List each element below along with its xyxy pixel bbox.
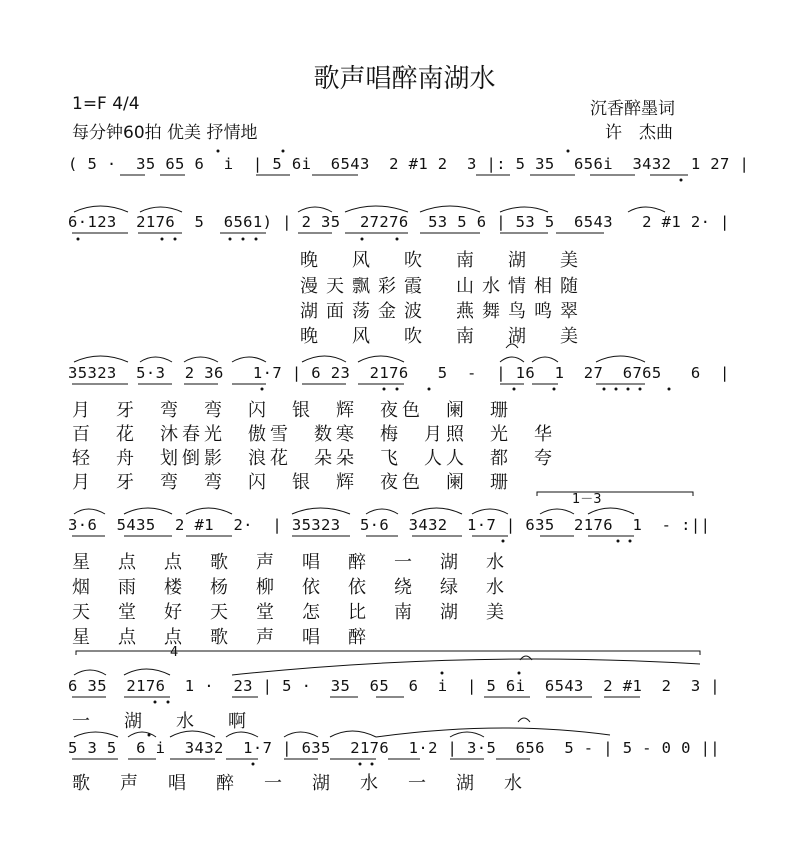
song-title: 歌声唱醉南湖水 [313,64,496,94]
lyric-verse-3: 轻 舟 划倒影 浪花 朵朵 飞 人人 都 夸 [72,448,556,469]
volta-1-3-label: 1－3 [572,492,602,507]
lyric-verse-2: 百 花 沐春光 傲雪 数寒 梅 月照 光 华 [72,424,556,445]
octave-dots [77,150,683,766]
slur-marks [74,206,700,737]
lyric-verse-1: 晚 风 吹 南 湖 美 [300,250,586,271]
notation-line-3: 35323 5·3 2 36 1·7 | 6 23 2176 5 - | 16 1 27 6765 6 | [68,364,730,382]
lyric-verse-2: 漫天飘彩霞 山水情相随 [300,276,586,297]
lyric-verse-4: 月 牙 弯 弯 闪 银 辉 夜色 阑 珊 [72,472,512,493]
lyric-verse-1: 星 点 点 歌 声 唱 醉 一 湖 水 [72,552,509,573]
lyric-verse-3: 湖面荡金波 燕舞鸟鸣翠 [300,301,586,322]
lyric-line-6: 歌 声 唱 醉 一 湖 水 一 湖 水 [72,773,528,794]
lyric-verse-4: 星 点 点 歌 声 唱 醉 [72,627,371,648]
lyricist-credit: 沉香醉墨词 [590,99,675,119]
lyric-verse-3: 天 堂 好 天 堂 怎 比 南 湖 美 [72,602,509,623]
tempo-mood: 每分钟60拍 优美 抒情地 [72,123,258,143]
fermata-icons [506,344,532,722]
key-time-signature: 1=F 4/4 [72,94,140,114]
volta-brackets [76,492,700,655]
notation-line-1: ( 5 · 35 65 6 i | 5 6i 6543 2 #1 2 3 |: 5 35 656i 3432 1 27 | [68,155,750,173]
notation-line-4: 3·6 5435 2 #1 2· | 35323 5·6 3432 1·7 | 635 2176 1 - :|| [68,516,711,534]
composer-credit: 许 杰曲 [605,123,673,143]
notation-line-5: 6 35 2176 1 · 23 | 5 · 35 65 6 i | 5 6i 6543 2 #1 2 3 | [68,677,721,695]
notation-line-2: 6·123 2176 5 6561) | 2 35 27276 53 5 6 | 53 5 6543 2 #1 2· | [68,213,730,231]
notation-line-6: 5 3 5 6 i 3432 1·7 | 635 2176 1·2 | 3·5 656 5 - | 5 - 0 0 || [68,739,721,757]
lyric-verse-2: 烟 雨 楼 杨 柳 依 依 绕 绿 水 [72,577,509,598]
lyric-verse-1: 月 牙 弯 弯 闪 银 辉 夜色 阑 珊 [72,400,512,421]
volta-4-label: 4 [170,645,179,660]
lyric-verse-4: 晚 风 吹 南 湖 美 [300,326,586,347]
beam-lines [72,175,688,759]
lyric-line-5: 一 湖 水 啊 [72,711,254,732]
